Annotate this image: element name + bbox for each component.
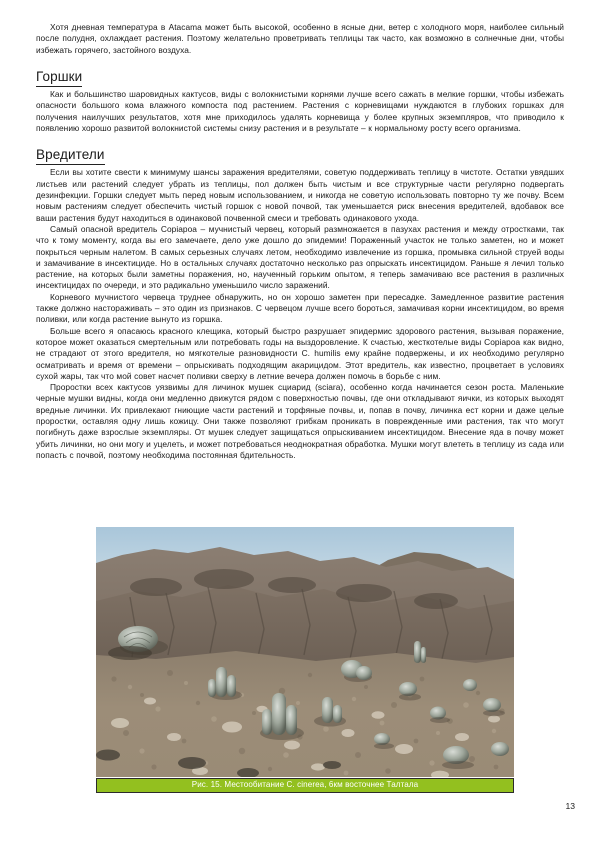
paragraph-intro: Хотя дневная температура в Atacama может быть высокой, особенно в ясные дни, ветер с холодного моря, наиболее сильный после полудня, охлаждает растения. Поэтому желательно проветривать теплицы так часто, как возможно в солнечные дни, чтобы избежать горячего, застойного воздуха. xyxy=(36,22,564,55)
paragraph-pests-1: Если вы хотите свести к минимуму шансы заражения вредителями, советую поддерживать теплицу в чистоте. Остатки увядших листьев или растений следует убрать из теплицы, пол должен быть чистым и все структурные части регулярно подвергать дезинфекции. Горшки следует мыть перед новым использованием, и никогда не советую использовать повторно ту же почву. Всем новым растениям следует обеспечить чистый горшок с новой почвой, так уменьшается риск внесения вредителей, вдобавок все ваши растения будут находиться в одинаковой почвенной смеси и требовать одинакового ухода. xyxy=(36,167,564,223)
section-pests xyxy=(36,134,564,461)
heading-pots: Горшки xyxy=(36,69,82,87)
paragraph-pots-1: Как и большинство шаровидных кактусов, виды с волокнистыми корнями лучше всего сажать в мелкие горшки, чтобы избежать опасности большого кома влажного компоста под растением. Растения с корневищами нуждаются в глубоких горшках для получения наилучших результатов, хотя мне приходилось удалять корневища у более крупных экземпляров, что приводило к появлению хорошо развитой волокнистой системы снизу растения и в результате – к нормальному росту всего организма. xyxy=(36,89,564,133)
paragraph-pests-5: Проростки всех кактусов уязвимы для личинок мушек сциарид (sciara), особенно когда начинается сезон роста. Маленькие черные мушки видны, когда они медленно движутся рядом с поверхностью почвы, где они откладывают яички, из которых выходят вредные личинки. Их привлекают гниющие части растений и торфяные почвы, и, попав в почву, личинка ест корни и даже целые проростки, оставляя одну лишь кожицу. Они также позволяют грибкам проникать в поврежденные ими растения, так что могут погибнуть даже взрослые экземпляры. От мушек следует защищаться опрыскиванием инсектицидом. Внесение яда в почву может убить личинки, но они могу и уцелеть, и может потребоваться неоднократная обработка. Мушки могут влететь в теплицу из сада или попасть с почвой, поэтому необходима постоянная бдительность. xyxy=(36,382,564,460)
page-number: 13 xyxy=(565,801,575,811)
figure-15 xyxy=(96,527,514,793)
paragraph-pests-3: Корневого мучнистого червеца труднее обнаружить, но он хорошо заметен при пересадке. Замедленное развитие растения также должно настораживать – это один из признаков. С червецом лучше всего бороться, замачивая корни инсектицидом, во время поливки, или когда растение вынуто из горшка. xyxy=(36,291,564,325)
section-pots xyxy=(36,56,564,134)
paragraph-pests-4: Больше всего я опасаюсь красного клещика, который быстро разрушает эпидермис здорового растения, вызывая поражение, которое может оказаться смертельным или потребовать годы на выздоровление. К счастью, жесткотелые виды Copiapoa как видно, не страдают от этого вредителя, но мягкотелые разновидности C. humilis ему крайне подвержены, и их необходимо регулярно осматривать и время от времени – опрыскивать подходящим акарицидом. Этот вредитель, как известно, процветает в условиях сухой жары, так что мой совет насчет поливки сверху в летние вечера должен помочь в борьбе с ним. xyxy=(36,325,564,381)
habitat-photograph xyxy=(96,527,514,777)
heading-pests: Вредители xyxy=(36,147,105,165)
figure-caption-bar xyxy=(96,778,514,793)
paragraph-pests-2: Самый опасной вредитель Copiapoa – мучнистый червец, который размножается в пазухах растения и между отростками, так что к тому моменту, когда вы его замечаете, дело уже дошло до эпидемии! Пораженный участок не только заметен, но и может покрыться черным налетом. В самых серьезных случаях летом, необходимо извлечение из горшка, промывка сильной струей воды и замачивание в инсектициде. Но в остальных случаях достаточно несколько раз опрыскать инсектицидом. Раньше я лечил только растение, на которых были заметны поражения, но, наученный горьким опытом, я теперь замачиваю все растения в различных инсектицидах по очереди, и это радикально уменьшило число заражений. xyxy=(36,223,564,291)
figure-caption-text: Рис. 15. Местообитание C. cinerea, 6км восточнее Талтала xyxy=(191,780,419,790)
text-column xyxy=(36,22,564,461)
